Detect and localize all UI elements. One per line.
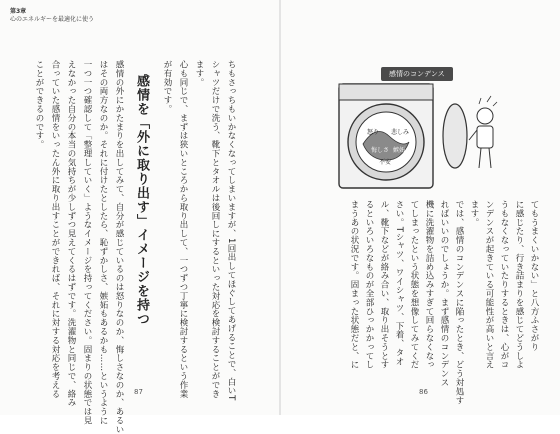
right-column-9: てしまったという状態を想像してみてくだ: [409, 200, 419, 370]
right-column-6: では、感情のコンデンスに陥ったとき、どう対処す: [454, 200, 464, 405]
laundry-label-jealousy: 嫉妬: [393, 147, 406, 154]
laundry-label-sadness: 悲しみ: [391, 129, 410, 136]
right-column-12: るといろいろなものが全部ひっかかってし: [364, 200, 374, 370]
right-column-5: ます。: [469, 200, 479, 227]
body-column-11: ことができるのです。: [34, 60, 44, 149]
body-column-5: が有効です。: [162, 60, 172, 114]
body-column-8: 一つ一つ確認して「整理していく」ようなイメージを持ってください。固まりの状態では見: [82, 60, 92, 425]
person-head: [477, 108, 493, 124]
left-page: [0, 0, 279, 434]
body-column-9: えなかった自分の本当の気持ちが少しずつ見えてくるはずです。洗濯物と同じで、絡み: [66, 60, 76, 408]
stress-lines-icon: [479, 96, 497, 106]
page-number-left: 87: [134, 388, 143, 396]
laundry-label-frustration: 悔しさ: [371, 147, 390, 154]
machine-control-panel: [339, 84, 433, 100]
figure-caption: 感情のコンデンス: [381, 67, 453, 81]
right-column-4: ンデンスが起きている可能性が高いと言え: [484, 200, 494, 370]
person-body: [477, 126, 493, 148]
right-column-10: さい。Tシャツ、ワイシャツ、下着、タオ: [394, 200, 404, 366]
right-column-13: まうあの状況です。固まった状態だと、に: [349, 200, 359, 370]
person-right-leg: [489, 148, 491, 168]
right-column-7: ればいいのでしょうか。まず感情のコンデンス: [439, 200, 449, 387]
body-column-7: はその両方なのか。それに付けたとしたら、恥ずかしさ、嫉妬もあるかも……というように: [98, 60, 108, 425]
right-column-2: に感じたり、行き詰まりを感じてどうしよ: [514, 200, 524, 370]
right-page: [281, 0, 560, 415]
person-left-leg: [479, 148, 481, 168]
chapter-title: 心のエネルギーを最適化に使う: [10, 16, 95, 23]
laundry-label-anxiety: 不安: [379, 159, 392, 166]
washing-machine-illustration: [331, 64, 503, 196]
right-column-11: ル、靴下などが絡み合い、取り出そうとす: [379, 200, 389, 370]
laundry-label-anger: 怒り: [367, 129, 380, 136]
body-column-2: シャツだけで洗う、靴下とタオルは後回しにするといった対応を検討することができ: [210, 60, 220, 399]
body-column-4: 心も同じで、まずは狭いところから取り出して、一つずつ丁寧に検討するという作業: [178, 60, 188, 399]
washing-machine-svg: [331, 64, 503, 196]
body-column-6: 感情の外にかたまりを出してみて、自分が感じているのは怒りなのか、悔しさなのか、あるい: [114, 60, 124, 434]
body-column-3: ます。: [194, 60, 204, 87]
right-column-3: うもなくなっていたりするときは、心がコ: [499, 200, 509, 370]
page-number-right: 86: [419, 388, 428, 396]
right-column-1: てもうまくいかない」と八方ふさがり: [529, 200, 539, 352]
body-column-1: ちもさっちもいかなくなってしまいますが、1回出してほぐしてあげることで、白いT: [226, 60, 236, 401]
open-door: [443, 104, 467, 168]
right-column-8: 機に洗濯物を詰め込みすぎて回らなくなっ: [424, 200, 434, 370]
running-head: [10, 8, 94, 24]
person-arm: [469, 130, 477, 140]
body-column-10: 合っていた感情をいったん外に取り出すことができれば、それに対する対応を考える: [50, 60, 60, 399]
chapter-label: 第3章: [10, 8, 27, 15]
section-heading: 感情を「外に取り出す」イメージを持つ: [134, 74, 149, 326]
